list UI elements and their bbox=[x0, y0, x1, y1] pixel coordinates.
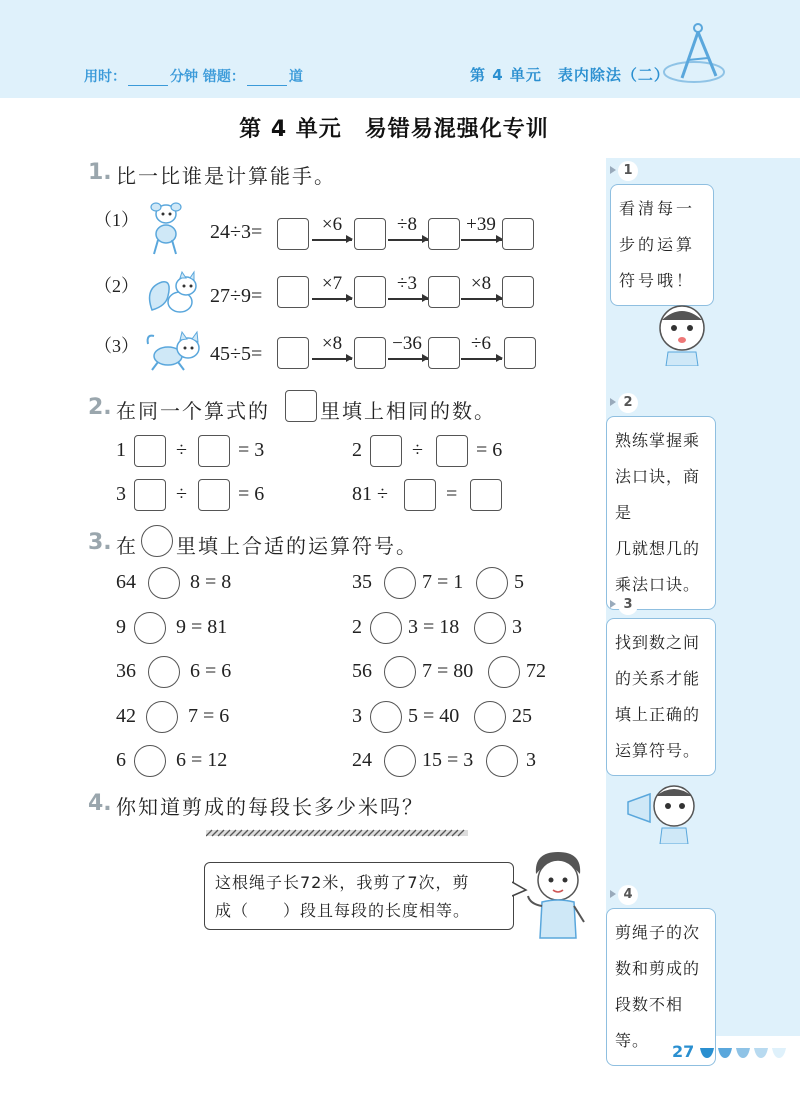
minute-label: 分钟 bbox=[170, 69, 198, 85]
rope-icon bbox=[206, 828, 468, 838]
arrow-right-icon bbox=[312, 298, 352, 300]
q2-item-1-eq: = 3 bbox=[238, 439, 265, 461]
arrow-right-icon bbox=[312, 239, 352, 241]
q1-row-3-op-1: ×8 bbox=[321, 333, 343, 354]
q3-right-3-circle-1[interactable] bbox=[384, 656, 416, 688]
tip-1-line-3: 符号哦！ bbox=[619, 271, 696, 290]
q3-right-1-circle-2[interactable] bbox=[476, 567, 508, 599]
q3-right-1-circle-1[interactable] bbox=[384, 567, 416, 599]
q3-left-3-a: 36 bbox=[116, 660, 136, 682]
q3-right-3-b: 7 = 80 bbox=[422, 660, 474, 682]
q3-right-4-circle-1[interactable] bbox=[370, 701, 402, 733]
q1-row-1-answer-1[interactable] bbox=[277, 218, 309, 250]
squirrel-icon bbox=[146, 270, 202, 318]
q3-left-2-b: 9 = 81 bbox=[176, 616, 228, 638]
q1-row-3-answer-2[interactable] bbox=[354, 337, 386, 369]
arrow-right-icon bbox=[388, 239, 428, 241]
speech-bubble bbox=[204, 862, 514, 930]
q3-left-4-b: 7 = 6 bbox=[188, 705, 230, 727]
q3-left-5-circle[interactable] bbox=[134, 745, 166, 777]
page-title: 第 4 单元 易错易混强化专训 bbox=[239, 117, 549, 142]
tip-4-line-2: 数和剪成的 bbox=[615, 959, 701, 978]
tip-2-line-1: 熟练掌握乘 bbox=[615, 431, 701, 450]
boy-waving-icon bbox=[526, 848, 590, 940]
q3-right-3-a: 56 bbox=[352, 660, 372, 682]
q1-row-1-op-1: ×6 bbox=[321, 214, 343, 235]
arrow-right-icon bbox=[461, 239, 502, 241]
kid-thinking-icon bbox=[652, 300, 712, 366]
q2-item-2-op: ÷ bbox=[412, 439, 423, 461]
q2-item-4-box-2[interactable] bbox=[470, 479, 502, 511]
decorative-drops-icon bbox=[700, 1046, 790, 1060]
question-1-number: 1. bbox=[88, 160, 112, 185]
q3-left-5-a: 6 bbox=[116, 749, 126, 771]
arrow-right-icon bbox=[312, 358, 352, 360]
q3-right-1-c: 5 bbox=[514, 571, 524, 593]
q2-item-3-box-2[interactable] bbox=[198, 479, 230, 511]
q1-row-1-op-3: +39 bbox=[466, 214, 496, 235]
q2-item-1-box-1[interactable] bbox=[134, 435, 166, 467]
question-4-number: 4. bbox=[88, 791, 112, 816]
time-label: 用时： bbox=[84, 69, 126, 85]
q3-right-5-circle-2[interactable] bbox=[486, 745, 518, 777]
q1-row-2-op-1: ×7 bbox=[321, 273, 343, 294]
arrow-right-icon bbox=[461, 358, 502, 360]
q3-left-1-a: 64 bbox=[116, 571, 136, 593]
tip-2-number-text: 2 bbox=[618, 393, 638, 413]
q3-left-2-a: 9 bbox=[116, 616, 126, 638]
tip-2-line-2: 法口诀，商是 bbox=[615, 467, 701, 522]
q3-right-2-c: 3 bbox=[512, 616, 522, 638]
q2-item-4-op: = bbox=[446, 483, 458, 505]
q3-right-5-circle-1[interactable] bbox=[384, 745, 416, 777]
bubble-line-1: 这根绳子长72米，我剪了7次，剪 bbox=[215, 873, 470, 892]
q2-item-2-a: 2 bbox=[352, 439, 362, 461]
errors-blank[interactable] bbox=[247, 72, 287, 86]
q2-item-2-box-2[interactable] bbox=[436, 435, 468, 467]
tip-1-number bbox=[610, 160, 638, 181]
q1-row-2-op-2: ÷3 bbox=[397, 273, 417, 294]
compass-icon bbox=[660, 20, 730, 86]
triangle-arrow-icon bbox=[610, 890, 616, 898]
arrow-right-icon bbox=[461, 298, 502, 300]
page-number: 27 bbox=[672, 1042, 695, 1061]
q2-item-3-eq: = 6 bbox=[238, 483, 265, 505]
q3-right-2-b: 3 = 18 bbox=[408, 616, 460, 638]
triangle-arrow-icon bbox=[610, 600, 616, 608]
tip-3-line-4: 运算符号。 bbox=[615, 741, 701, 760]
q2-item-2-box-1[interactable] bbox=[370, 435, 402, 467]
tip-3-number-text: 3 bbox=[618, 595, 638, 615]
question-2-text-b: 里填上相同的数。 bbox=[320, 399, 496, 423]
question-2-number: 2. bbox=[88, 395, 112, 420]
q1-row-1-answer-2[interactable] bbox=[354, 218, 386, 250]
q2-item-4-a: 81 ÷ bbox=[352, 483, 388, 505]
tip-1-line-1: 看清每一 bbox=[619, 199, 696, 218]
q3-right-2-circle-1[interactable] bbox=[370, 612, 402, 644]
question-unit-label: 道 bbox=[288, 69, 303, 85]
question-3-text-a: 在 bbox=[116, 534, 138, 558]
q2-item-1-box-2[interactable] bbox=[198, 435, 230, 467]
q3-right-4-a: 3 bbox=[352, 705, 362, 727]
errors-label: 错题： bbox=[202, 69, 245, 85]
tip-3-line-3: 填上正确的 bbox=[615, 705, 701, 724]
q3-left-1-circle[interactable] bbox=[148, 567, 180, 599]
tip-3-number bbox=[610, 594, 638, 615]
question-3-text-b: 里填上合适的运算符号。 bbox=[176, 534, 418, 558]
question-3-circle-example bbox=[141, 525, 173, 557]
q3-left-3-circle[interactable] bbox=[148, 656, 180, 688]
q1-row-3-answer-3[interactable] bbox=[428, 337, 460, 369]
unit-title: 第 4 单元 表内除法（二） bbox=[470, 66, 670, 84]
q3-right-3-circle-2[interactable] bbox=[488, 656, 520, 688]
q2-item-3-box-1[interactable] bbox=[134, 479, 166, 511]
q3-right-3-c: 72 bbox=[526, 660, 546, 682]
q1-row-1-answer-3[interactable] bbox=[428, 218, 460, 250]
q1-row-1-start: 24÷3= bbox=[210, 221, 263, 243]
q2-item-2-eq: = 6 bbox=[476, 439, 503, 461]
question-1-text: 比一比谁是计算能手。 bbox=[116, 164, 336, 188]
q1-row-3-op-2: −36 bbox=[392, 333, 422, 354]
header-scallop-edge bbox=[0, 90, 800, 104]
tip-4-line-3: 段数不相等。 bbox=[615, 995, 684, 1050]
tip-2-line-4: 乘法口诀。 bbox=[615, 575, 701, 594]
triangle-arrow-icon bbox=[610, 166, 616, 174]
q1-row-2-start: 27÷9= bbox=[210, 285, 263, 307]
tip-4-box bbox=[606, 908, 716, 1066]
q3-right-4-b: 5 = 40 bbox=[408, 705, 460, 727]
tip-1-box bbox=[610, 184, 714, 306]
tip-4-number bbox=[610, 884, 638, 905]
q2-item-4-box-1[interactable] bbox=[404, 479, 436, 511]
q2-item-3-a: 3 bbox=[116, 483, 126, 505]
tip-3-box bbox=[606, 618, 716, 776]
deer-icon bbox=[146, 200, 188, 256]
q3-right-4-c: 25 bbox=[512, 705, 532, 727]
q1-row-2-label: （2） bbox=[94, 276, 139, 296]
bubble-line-2: 成（ ）段且每段的长度相等。 bbox=[215, 901, 471, 920]
q1-row-3-answer-1[interactable] bbox=[277, 337, 309, 369]
q3-right-2-a: 2 bbox=[352, 616, 362, 638]
q3-right-5-a: 24 bbox=[352, 749, 372, 771]
tip-3-line-1: 找到数之间 bbox=[615, 633, 701, 652]
q3-right-5-b: 15 = 3 bbox=[422, 749, 474, 771]
tip-4-line-1: 剪绳子的次 bbox=[615, 923, 701, 942]
tip-2-line-3: 几就想几的 bbox=[615, 539, 701, 558]
q3-right-5-c: 3 bbox=[526, 749, 536, 771]
arrow-right-icon bbox=[388, 298, 428, 300]
q1-row-2-answer-1[interactable] bbox=[277, 276, 309, 308]
q3-left-1-b: 8 = 8 bbox=[190, 571, 232, 593]
triangle-arrow-icon bbox=[610, 398, 616, 406]
time-and-errors-record bbox=[84, 66, 303, 86]
question-2-text-a: 在同一个算式的 bbox=[116, 399, 270, 423]
q1-row-3-op-3: ÷6 bbox=[471, 333, 491, 354]
q1-row-1-answer-4[interactable] bbox=[502, 218, 534, 250]
q3-left-3-b: 6 = 6 bbox=[190, 660, 232, 682]
q3-right-4-circle-2[interactable] bbox=[474, 701, 506, 733]
q3-right-1-a: 35 bbox=[352, 571, 372, 593]
q2-item-1-a: 1 bbox=[116, 439, 126, 461]
q1-row-2-answer-3[interactable] bbox=[428, 276, 460, 308]
tip-2-box bbox=[606, 416, 716, 610]
tip-3-line-2: 的关系才能 bbox=[615, 669, 701, 688]
q2-item-1-op: ÷ bbox=[176, 439, 187, 461]
q3-left-2-circle[interactable] bbox=[134, 612, 166, 644]
tip-1-number-text: 1 bbox=[618, 161, 638, 181]
q1-row-1-label: （1） bbox=[94, 210, 139, 230]
q1-row-3-start: 45÷5= bbox=[210, 343, 263, 365]
q1-row-3-answer-4[interactable] bbox=[504, 337, 536, 369]
cat-icon bbox=[144, 330, 206, 374]
question-2-box-example bbox=[285, 390, 317, 422]
tip-2-number bbox=[610, 392, 638, 413]
time-blank[interactable] bbox=[128, 72, 168, 86]
q3-left-5-b: 6 = 12 bbox=[176, 749, 228, 771]
q2-item-3-op: ÷ bbox=[176, 483, 187, 505]
q3-right-1-b: 7 = 1 bbox=[422, 571, 464, 593]
q3-right-2-circle-2[interactable] bbox=[474, 612, 506, 644]
q1-row-3-label: （3） bbox=[94, 336, 139, 356]
tip-4-number-text: 4 bbox=[618, 885, 638, 905]
q1-row-2-answer-2[interactable] bbox=[354, 276, 386, 308]
arrow-right-icon bbox=[388, 358, 428, 360]
question-3-number: 3. bbox=[88, 530, 112, 555]
q3-left-4-circle[interactable] bbox=[146, 701, 178, 733]
q1-row-2-op-3: ×8 bbox=[470, 273, 492, 294]
tip-1-line-2: 步的运算 bbox=[619, 235, 696, 254]
kid-megaphone-icon bbox=[624, 780, 704, 844]
question-4-text: 你知道剪成的每段长多少米吗？ bbox=[116, 795, 424, 819]
q3-left-4-a: 42 bbox=[116, 705, 136, 727]
q1-row-1-op-2: ÷8 bbox=[397, 214, 417, 235]
q1-row-2-answer-4[interactable] bbox=[502, 276, 534, 308]
